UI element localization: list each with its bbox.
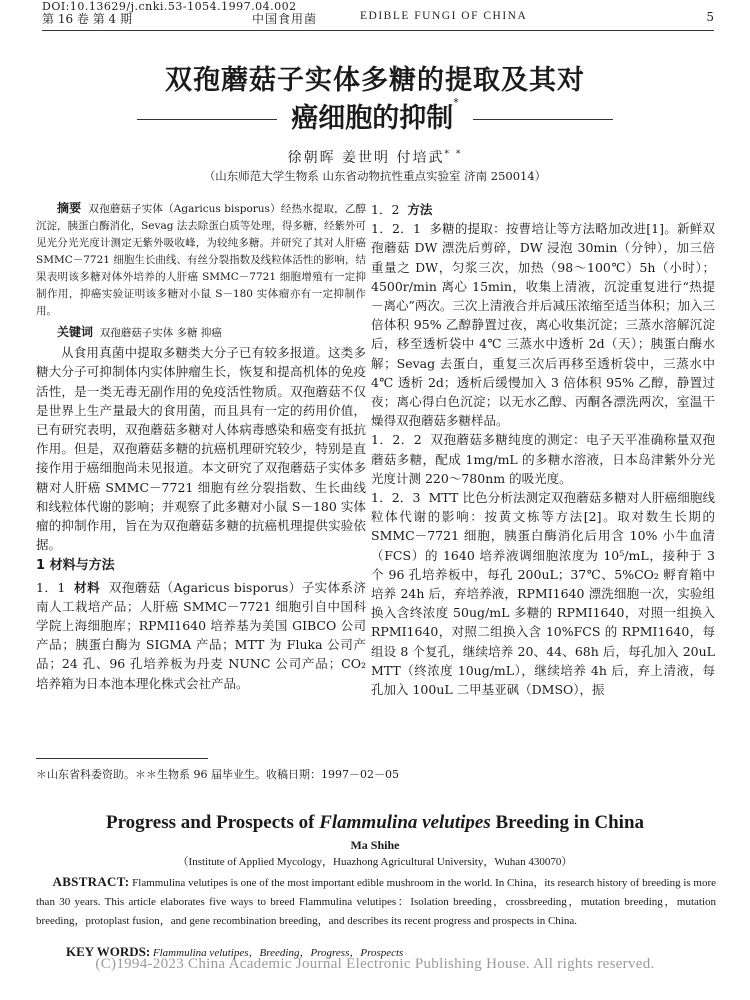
title-line2-text: 癌细胞的抑制 (291, 103, 454, 134)
section-1-2-1 (371, 219, 715, 430)
keywords-text: 双孢蘑菇子实体 多糖 抑癌 (99, 327, 222, 339)
abstract-label: 摘要 (57, 201, 82, 215)
title-footnote-mark: * (453, 96, 459, 109)
paper-title-line1: 双孢蘑菇子实体多糖的提取及其对 (165, 65, 585, 96)
sec-1-2-heading: 方法 (407, 202, 433, 217)
en-title-post: Breeding in China (490, 812, 645, 833)
volume-issue: 第 16 卷 第 4 期 (42, 12, 132, 26)
sec-1-2-1-num: 1．2．1 (371, 221, 421, 237)
abstract-text: 双孢蘑菇子实体（Agaricus bisporus）经热水提取，乙醇沉淀，胰蛋白酶消化，Sevag 法去除蛋白质等处理，得多糖，经紫外可见光分光光度计测定无紫外吸收峰，为较纯多糖。并研究了其对人肝癌 SMMC－7721 细胞生长曲线、有丝分裂指数及线粒体活性的影响，结果表明该多糖对体外培养的人肝癌 SMMC－7721 细胞增殖有一定抑制作用，抑癌实验证明该多糖对小鼠 S－180 实体瘤亦有一定抑制作用。 (36, 203, 366, 317)
sec-1-2-3-num: 1．2．3 (371, 490, 421, 506)
footnote-rule (36, 758, 208, 759)
author-names: 徐朝晖 姜世明 付培武 (287, 150, 445, 166)
english-author: Ma Shihe (350, 838, 400, 852)
sec-1-2-3-text: MTT 比色分析法测定双孢蘑菇多糖对人肝癌细胞线粒体代谢的影响：按黄文栋等方法[2]。取对数生长期的 SMMC－7721 细胞，胰蛋白酶消化后用含 10% 小牛血清（FCS）的 1640 培养液调细胞浓度为 10⁵/mL，接种于 3 个 96 孔培养板中，每孔 200uL；37℃、5%CO₂ 孵育箱中培养 24h 后，弃培养液，RPMI1640 漂洗细胞一次，实验组换入含终浓度 50ug/mL 多糖的 RPMI1640，对照一组换入 RPMI1640，对照二组换入含 10%FCS 的 RPMI1640，每组设 8 个复孔，继续培养 20、44、68h 后，每孔加入 20uL MTT（终浓度 10ug/mL），继续培养 4h 后，弃上清液，每孔加入 100uL 二甲基亚砜（DMSO），振 (371, 490, 715, 698)
section-1-2-2 (371, 430, 715, 488)
affiliation: （山东师范大学生物系 山东省动物抗性重点实验室 济南 250014） (203, 169, 547, 183)
sec-1-1-heading: 材料 (74, 579, 101, 595)
journal-name-en: EDIBLE FUNGI OF CHINA (360, 10, 528, 22)
introduction: 从食用真菌中提取多糖类大分子已有较多报道。这类多糖大分子可抑制体内实体肿瘤生长，恢复和提高机体的免疫活性，是一类无毒无副作用的免疫活性物质。双孢蘑菇不仅是世界上生产量最大的食用菌，而且具有一定的药用价值，已有研究表明，双孢蘑菇多糖对人体病毒感染和癌变有抵抗作用。但是，双孢蘑菇多糖的抗癌机理研究较少，特别是直接作用于癌细胞尚未见报道。本文研究了双孢蘑菇子实体多糖对人肝癌 SMMC－7721 细胞有丝分裂指数、生长曲线和线粒体代谢的影响；并观察了此多糖对小鼠 S－180 实体瘤的抑制作用，旨在为双孢蘑菇多糖的抗癌机理提供实验依据。 (36, 345, 366, 553)
author-footnote-mark: * * (444, 149, 463, 160)
sec-1-2-num: 1．2 (371, 202, 400, 217)
en-title-species: Flammulina velutipes (319, 812, 491, 833)
en-title-pre: Progress and Prospects of (105, 812, 320, 833)
sec-1-2-2-num: 1．2．2 (371, 432, 422, 448)
authors (0, 147, 750, 167)
title-rule-right (473, 119, 613, 120)
paper-title-line2 (0, 96, 750, 135)
english-article-title (0, 812, 750, 834)
keywords-label: 关键词 (57, 325, 94, 339)
sec-1-1-num: 1．1 (36, 579, 66, 595)
section-1-2-3 (371, 488, 715, 699)
en-kw-label: KEY WORDS: (66, 944, 151, 959)
sec-1-2-2-text: 双孢蘑菇多糖纯度的测定：电子天平准确称量双孢蘑菇多糖，配成 1mg/mL 的多糖水溶液，日本岛津紫外分光光度计测 220～780nm 的吸光度。 (371, 432, 715, 486)
section-1-1 (36, 578, 366, 693)
copyright-watermark: (C)1994-2023 China Academic Journal Electronic Publishing House. All rights reserved. (95, 956, 655, 972)
left-column (36, 200, 366, 693)
right-column (371, 200, 715, 699)
footnote: ＊山东省科委资助。＊＊生物系 96 届毕业生。收稿日期：1997－02－05 (36, 768, 399, 781)
sec-1-1-text: 双孢蘑菇（Agaricus bisporus）子实体系济南人工栽培产品；人肝癌 SMMC－7721 细胞引自中国科学院上海细胞库；RPMI1640 培养基为美国 GIBCO 公司产品；胰蛋白酶为 SIGMA 产品；MTT 为 Fluka 公司产品；24 孔、96 孔培养板为丹麦 NUNC 公司产品；CO₂ 培养箱为日本池本理化株式会社产品。 (36, 579, 366, 691)
en-abstract-text: Flammulina velutipes is one of the most important edible mushroom in the world. In China，its research history of breeding is more than 30 years. This article elaborates five ways to breed Flammulina velutipes：Isolation breeding，crossbreeding，mutation breeding，mutation breeding，protoplast fusion，and gene recombination breeding，and describes its recent progress and prospects in China. (36, 877, 717, 927)
english-affiliation: （Institute of Applied Mycology，Huazhong Agricultural University，Wuhan 430070） (177, 856, 573, 868)
en-kw-text: Flammulina velutipes，Breeding，Progress，Prospects (152, 947, 404, 959)
page-number: 5 (706, 10, 714, 24)
doi-line: DOI:10.13629/j.cnki.53-1054.1997.04.002 (42, 0, 297, 13)
journal-name-zh: 中国食用菌 (252, 12, 318, 26)
abstract (36, 200, 366, 320)
en-abstract-label: ABSTRACT: (52, 874, 130, 889)
english-abstract (36, 872, 716, 931)
header-rule (42, 30, 714, 31)
sec-1-2-1-text: 多糖的提取：按曹培让等方法略加改进[1]。新鲜双孢蘑菇 DW 漂洗后剪碎，DW 浸泡 30min（分钟），加三倍重量之 DW，匀浆三次，加热（98～100℃）5h（小时）；4500r/min 离心 15min，收集上清液，沉淀重复进行“热提－离心”两次。三次上清液合并后减压浓缩至适当体积；加入三倍体积 95% 乙醇静置过夜，离心收集沉淀；三蒸水溶解沉淀后，移至透析袋中 4℃ 三蒸水中透析 2d（天）；胰蛋白酶水解；Sevag 去蛋白，重复三次后再移至透析袋中，三蒸水中 4℃ 透析 2d；透析后缓慢加入 3 倍体积 95% 乙醇，静置过夜；离心得白色沉淀；以无水乙醇、丙酮各漂洗两次，室温干燥得双孢蘑菇多糖样品。 (371, 221, 716, 429)
title-rule-left (137, 119, 277, 120)
keywords (36, 323, 366, 343)
section-1-heading: 1 材料与方法 (36, 558, 115, 574)
section-1-2 (371, 200, 715, 219)
